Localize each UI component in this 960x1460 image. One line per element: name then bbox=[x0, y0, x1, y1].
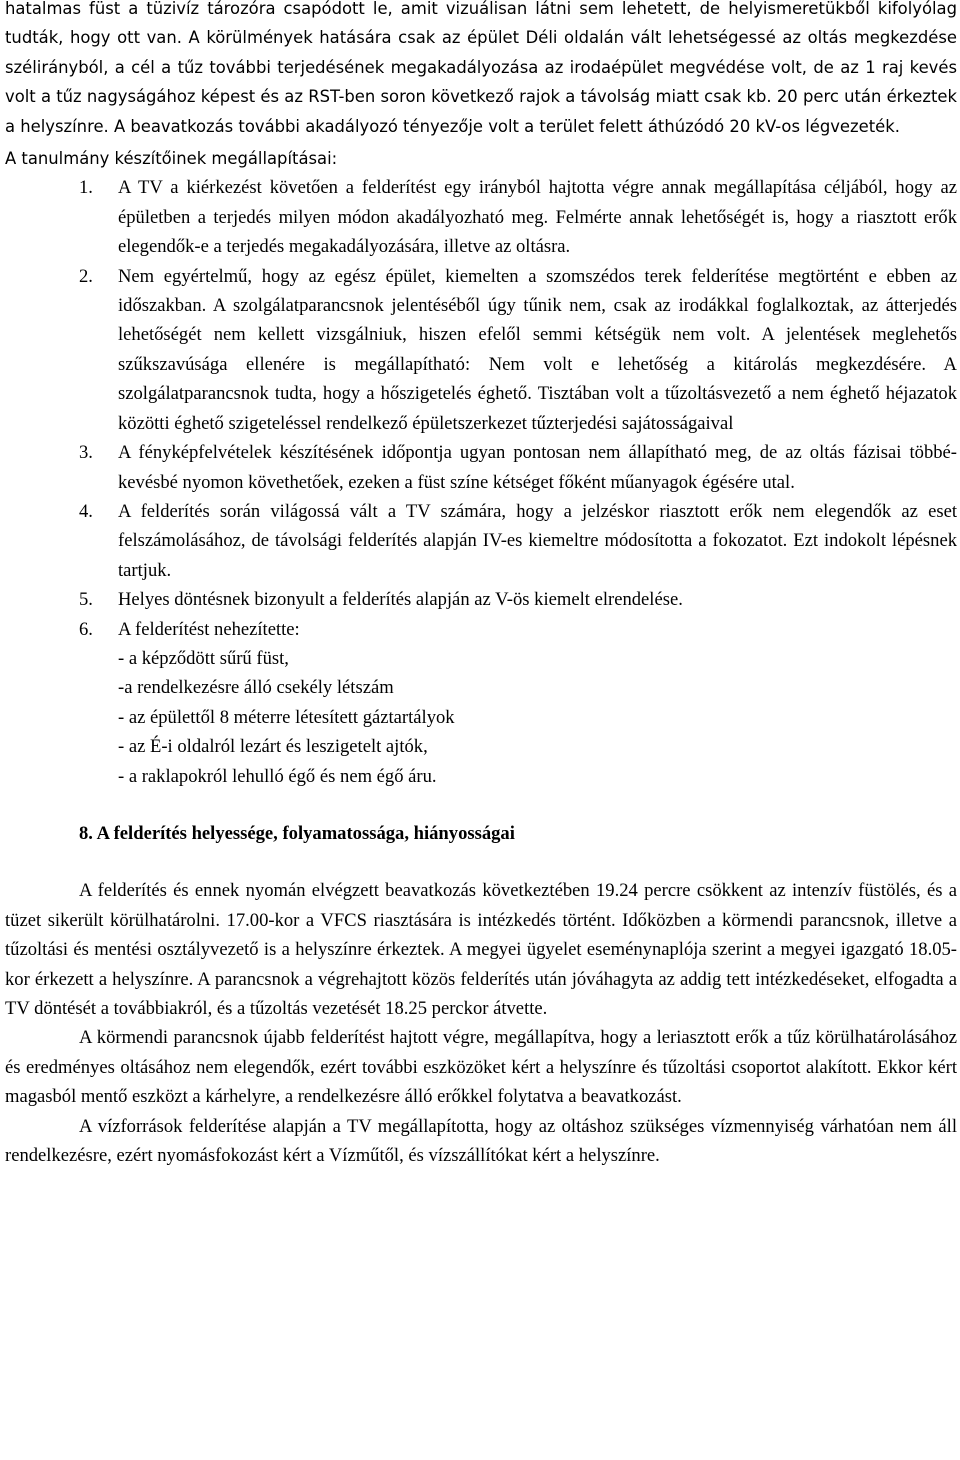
findings-list bbox=[5, 173, 957, 791]
body-paragraph: A körmendi parancsnok újabb felderítést hajtott végre, megállapítva, hogy a leriasztott erők a tűz körülhatárolásához és eredményes oltásához nem elegendők, ezért további eszközöket kért a helyszínre és tűzoltási csoportot alakított. Ekkor kért magasból mentő eszközt a kárhelyre, a rendelkezésre álló erőkkel folytatva a beavatkozást. bbox=[5, 1027, 957, 1108]
hindrance-item: - az É-i oldalról lezárt és leszigetelt ajtók, bbox=[118, 736, 428, 758]
intro-line-1: hatalmas füst a tüzivíz tározóra csapódott le, amit vizuálisan látni sem lehetett, de helyismeretükből kifolyólag tudták, hogy ott van. bbox=[5, 0, 957, 48]
finding-number: 6. bbox=[79, 618, 93, 640]
body-paragraph: A vízforrások felderítése alapján a TV megállapította, hogy az oltáshoz szükséges vízmennyiség várhatóan nem áll rendelkezésre, ezért nyomásfokozást kért a Vízműtől, és vízszállítókat kért a helyszínre. bbox=[5, 1115, 957, 1167]
finding-item-1 bbox=[5, 173, 957, 261]
hindrance-item: - a raklapokról lehulló égő és nem égő áru. bbox=[118, 765, 437, 787]
finding-number: 2. bbox=[79, 265, 93, 287]
finding-number: 5. bbox=[79, 589, 93, 611]
finding-number: 4. bbox=[79, 500, 93, 522]
finding-text: A fényképfelvételek készítésének időpontja ugyan pontosan nem állapítható meg, de az oltás fázisai többé-kevésbé nyomon követhetőek, ezeken a füst színe kétséget főként műanyagok égésére utal. bbox=[118, 442, 957, 493]
finding-item-5 bbox=[5, 585, 957, 614]
finding-item-4 bbox=[5, 497, 957, 585]
finding-item-3 bbox=[5, 438, 957, 497]
body-paragraph: A felderítés és ennek nyomán elvégzett beavatkozás következtében 19.24 percre csökkent az intenzív füstölés, és a tüzet sikerült körülhatárolni. 17.00-kor a VFCS riasztására is intézkedés történt. Időközben a körmendi parancsnok, illetve a tűzoltási és mentési osztályvezető is a helyszínre érkeztek. A megyei ügyelet eseménynaplója szerint a megyei igazgató 18.05-kor érkezett a helyszínre. A parancsnok a végrehajtott közös felderítés után jóváhagyta az addig tett intézkedéseket, elfogadta a TV döntését a továbbiakról, és a tűzoltás vezetését 18.25 perckor átvette. bbox=[5, 880, 957, 1019]
finding-item-6 bbox=[5, 615, 957, 791]
finding-item-2 bbox=[5, 262, 957, 438]
intro-line-2: A körülmények hatására csak az épület Déli oldalán vált lehetségessé az oltás megkezdése szélirányból, a cél a tűz további terjedésének megakadályozása az irodaépület megvédése volt, de az 1 raj kevés volt a tűz nagyságához képest és az RST-ben soron következő rajok a távolság miatt csak kb. 20 perc után érkeztek a helyszínre. bbox=[5, 28, 957, 136]
hindrance-item: - az épülettől 8 méterre létesített gáztartályok bbox=[118, 706, 455, 728]
finding-text: A TV a kiérkezést követően a felderítést egy irányból hajtotta végre annak megállapítása céljából, hogy az épületben a terjedés milyen módon akadályozható meg. Felmérte annak lehetőségét is, hogy a riasztott erők elegendők-e a terjedés megakadályozására, illetve az oltásra. bbox=[118, 177, 957, 258]
finding-text: Helyes döntésnek bizonyult a felderítés alapján az V-ös kiemelt elrendelése. bbox=[118, 589, 683, 611]
finding-content bbox=[118, 615, 957, 791]
finding-text: A felderítést nehezítette: bbox=[118, 618, 300, 640]
hindrance-item: - a képződött sűrű füst, bbox=[118, 647, 289, 669]
finding-text: Nem egyértelmű, hogy az egész épület, kiemelten a szomszédos terek felderítése megtörtént e ebben az időszakban. A szolgálatparancsnok jelentéséből úgy tűnik nem, csak az irodákkal foglalkoztak, az átterjedés lehetőségét nem kellett vizsgálniuk, hiszen efelől semmi kétségük nem volt. A jelentések meglehetős szűkszavúsága ellenére is megállapítható: Nem volt e lehetőség a kitárolás megkezdésére. A szolgálatparancsnok tudta, hogy a hőszigetelés éghető. Tisztában volt a tűzoltásvezető a nem éghető héjazatok közötti éghető szigeteléssel rendelkező épületszerkezet tűzterjedési sajátosságaival bbox=[118, 265, 957, 434]
intro-line-3: A beavatkozás további akadályozó tényezője volt a terület felett áthúzódó 20 kV-os légvezeték. bbox=[113, 116, 900, 136]
hindrance-item: -a rendelkezésre álló csekély létszám bbox=[118, 677, 394, 699]
findings-title: A tanulmány készítőinek megállapításai: bbox=[5, 149, 338, 169]
finding-text: A felderítés során világossá vált a TV számára, hogy a jelzéskor riasztott erők nem elegendők az eset felszámolásához, de távolsági felderítés alapján IV-es kiemeltre módosította a fokozatot. Ezt indokolt lépésnek tartjuk. bbox=[118, 500, 957, 581]
finding-number: 1. bbox=[79, 177, 93, 199]
finding-number: 3. bbox=[79, 442, 93, 464]
section-heading: 8. A felderítés helyessége, folyamatossága, hiányosságai bbox=[79, 822, 515, 844]
intro-paragraph bbox=[5, 0, 957, 141]
